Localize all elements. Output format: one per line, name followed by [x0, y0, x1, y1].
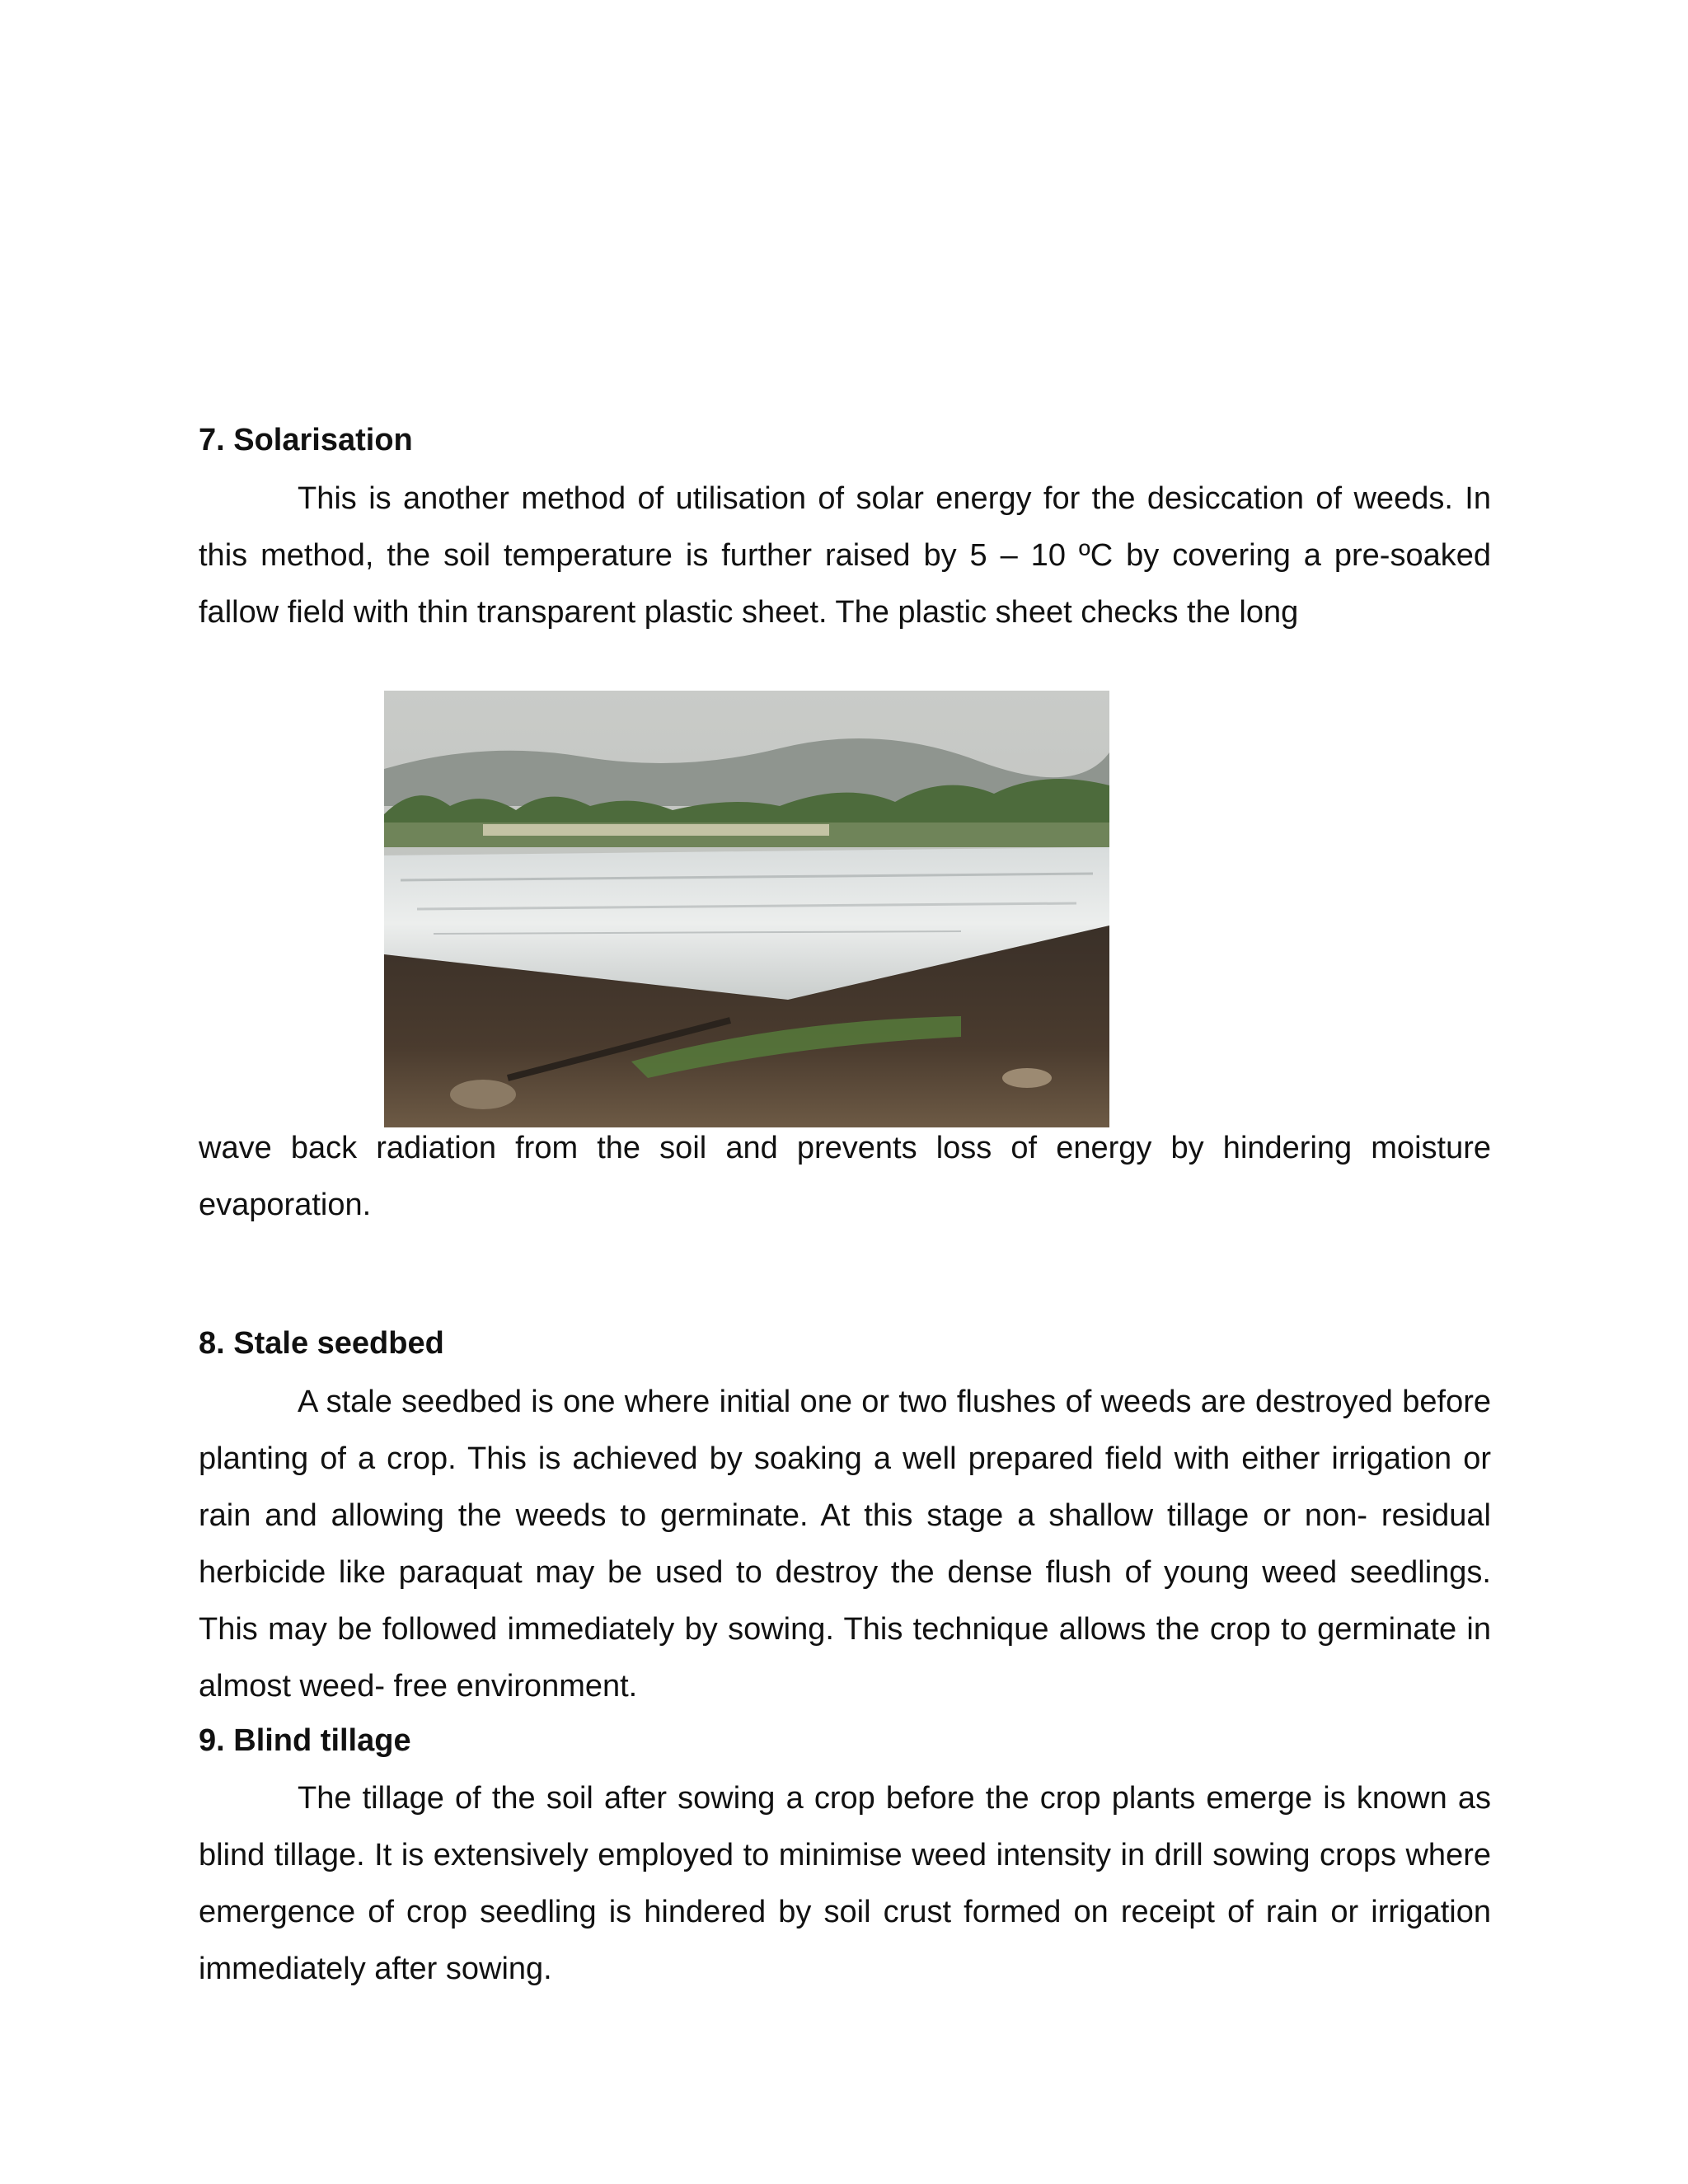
section-heading-solarisation: 7. Solarisation — [199, 423, 413, 457]
section-heading-blind-tillage: 9. Blind tillage — [199, 1723, 411, 1758]
solarisation-paragraph-1: This is another method of utilisation of solar energy for the desiccation of weeds. In this method, the soil temperature is further raised by 5 – 10 ºC by covering a pre-soaked fallow field with thin transparent plastic sheet. The plastic sheet checks the long — [199, 481, 1491, 630]
solarisation-field-image — [384, 691, 1109, 1127]
blind-tillage-paragraph: The tillage of the soil after sowing a crop before the crop plants emerge is known as blind tillage. It is extensively employed to minimise weed intensity in drill sowing crops where emergence of crop seedling is hindered by soil crust formed on receipt of rain or irrigation immediately after sowing. — [199, 1781, 1491, 1986]
section-heading-stale-seedbed: 8. Stale seedbed — [199, 1326, 444, 1361]
stale-seedbed-paragraph: A stale seedbed is one where initial one or two flushes of weeds are destroyed before planting of a crop. This is achieved by soaking a well prepared field with either irrigation or rain and allowing the weeds to germinate. At this stage a shallow tillage or non- residual herbicide like paraquat may be used to destroy the dense flush of young weed seedlings. This may be followed immediately by sowing. This technique allows the crop to germinate in almost weed- free environment. — [199, 1385, 1491, 1704]
solarisation-paragraph-2: wave back radiation from the soil and prevents loss of energy by hindering moisture evaporation. — [199, 1131, 1491, 1222]
solarisation-photo — [384, 691, 1109, 1127]
